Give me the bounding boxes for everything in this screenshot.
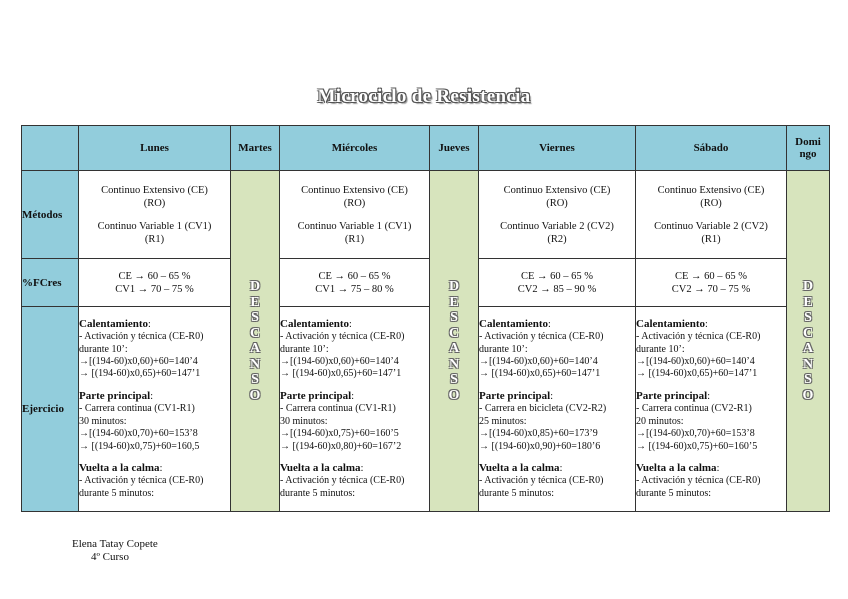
method-line: Continuo Variable 1 (CV1)	[97, 220, 212, 232]
spacer	[79, 381, 230, 390]
warmup-line: →[(194-60)x0,60)+60=140’4	[79, 356, 198, 368]
rest-letter: E	[250, 294, 260, 310]
rest-letter: S	[251, 372, 259, 387]
method-line: (RO)	[143, 197, 166, 209]
fcres-line: CV1 → 75 – 80 %	[315, 283, 394, 295]
spacer	[280, 453, 429, 462]
method-line: Continuo Variable 2 (CV2)	[654, 220, 768, 232]
colon: :	[349, 318, 352, 330]
cooldown-heading	[79, 462, 230, 475]
warmup-line: →[(194-60)x0,60)+60=140’4	[636, 356, 755, 368]
spacer	[636, 210, 786, 220]
fcres-sabado	[636, 259, 787, 307]
metodos-sabado	[636, 171, 787, 259]
ejercicio-sabado	[636, 307, 787, 512]
method-line: (RO)	[343, 197, 366, 209]
cooldown-title: Vuelta a la calma	[479, 461, 560, 474]
header-corner	[22, 126, 79, 171]
rest-letter: A	[448, 341, 460, 356]
cooldown-line: durante 5 minutos:	[280, 487, 355, 499]
rest-letter: S	[804, 310, 812, 325]
fcres-line: CV2 → 70 – 75 %	[671, 283, 751, 295]
main-part-title: Parte principal	[280, 389, 352, 402]
main-part-line: →[(194-60)x0,85)+60=173’9	[479, 428, 598, 440]
warmup-line: - Activación y técnica (CE-R0)	[280, 331, 405, 343]
metodos-lunes	[79, 171, 231, 259]
method-line: (R1)	[701, 233, 721, 245]
ejercicio-lunes	[79, 307, 231, 512]
fcres-row	[22, 259, 830, 307]
colon: :	[351, 390, 354, 402]
spacer	[479, 453, 635, 462]
main-part-line: - Carrera continua (CV2-R1)	[636, 403, 752, 415]
cooldown-line: - Activación y técnica (CE-R0)	[636, 475, 761, 487]
main-part-line: → [(194-60)x0,75)+60=160’5	[636, 440, 758, 452]
method-line: (R1)	[344, 233, 365, 245]
warmup-line: - Activación y técnica (CE-R0)	[479, 331, 604, 343]
fcres-lunes	[79, 259, 231, 307]
colon: :	[159, 462, 163, 474]
metodos-miercoles	[280, 171, 430, 259]
rest-letter: S	[450, 310, 458, 325]
main-part-heading	[636, 390, 786, 403]
warmup-title: Calentamiento	[636, 317, 706, 330]
cooldown-line: durante 5 minutos:	[79, 487, 154, 499]
warmup-line: →[(194-60)x0,60)+60=140’4	[479, 356, 598, 368]
colon: :	[150, 390, 153, 402]
rest-letter: N	[448, 356, 460, 372]
main-part-line: →[(194-60)x0,70)+60=153’8	[79, 428, 198, 440]
row-label-ejercicio: Ejercicio	[22, 307, 79, 512]
method-line: Continuo Extensivo (CE)	[657, 184, 765, 196]
warmup-line: → [(194-60)x0,65)+60=147’1	[79, 368, 201, 380]
rest-letter: O	[448, 387, 460, 403]
cooldown-heading	[479, 462, 635, 475]
spacer	[280, 381, 429, 390]
rest-letter: C	[802, 325, 814, 341]
colon: :	[705, 318, 708, 330]
cooldown-heading	[636, 462, 786, 475]
colon: :	[559, 462, 563, 474]
ejercicio-miercoles	[280, 307, 430, 512]
warmup-title: Calentamiento	[479, 317, 549, 330]
warmup-heading	[280, 318, 429, 331]
header-row	[22, 126, 830, 171]
method-line: (RO)	[700, 197, 722, 209]
warmup-line: durante 10’:	[479, 343, 528, 355]
method-line: Continuo Variable 2 (CV2)	[500, 220, 614, 232]
rest-letter: S	[804, 372, 812, 387]
author-block	[72, 538, 158, 564]
method-line: Continuo Extensivo (CE)	[503, 184, 611, 196]
cooldown-heading	[280, 462, 429, 475]
rest-letter: S	[450, 372, 458, 387]
warmup-title: Calentamiento	[79, 317, 149, 330]
header-sabado: Sábado	[636, 126, 787, 171]
main-part-heading	[280, 390, 429, 403]
main-part-heading	[79, 390, 230, 403]
colon: :	[548, 318, 551, 330]
header-lunes: Lunes	[79, 126, 231, 171]
warmup-heading	[479, 318, 635, 331]
main-part-line: - Carrera continua (CV1-R1)	[280, 403, 396, 415]
rest-letter: N	[249, 356, 261, 372]
document-title: Microciclo de Resistencia	[317, 86, 531, 107]
fcres-viernes	[479, 259, 636, 307]
rest-letter: E	[449, 294, 459, 310]
fcres-miercoles	[280, 259, 430, 307]
method-line: Continuo Variable 1 (CV1)	[297, 220, 412, 232]
colon: :	[716, 462, 720, 474]
cooldown-title: Vuelta a la calma	[280, 461, 361, 474]
warmup-line: - Activación y técnica (CE-R0)	[636, 331, 761, 343]
colon: :	[550, 390, 553, 402]
rest-letter: O	[249, 387, 261, 403]
spacer	[79, 210, 230, 220]
warmup-line: durante 10’:	[636, 343, 685, 355]
warmup-line: →[(194-60)x0,60)+60=140’4	[280, 356, 399, 368]
spacer	[79, 453, 230, 462]
header-domingo: Domi ngo	[787, 126, 830, 171]
header-martes: Martes	[231, 126, 280, 171]
fcres-line: CE → 60 – 65 %	[118, 270, 191, 282]
metodos-viernes	[479, 171, 636, 259]
rest-letter: S	[251, 310, 259, 325]
fcres-line: CE → 60 – 65 %	[674, 270, 748, 282]
header-miercoles: Miércoles	[280, 126, 430, 171]
main-part-line: - Carrera continua (CV1-R1)	[79, 403, 195, 415]
rest-letter: O	[802, 387, 814, 403]
main-part-title: Parte principal	[79, 389, 151, 402]
colon: :	[148, 318, 151, 330]
colon: :	[707, 390, 710, 402]
training-table	[21, 125, 830, 512]
main-part-line: 30 minutos:	[280, 415, 328, 427]
main-part-title: Parte principal	[479, 389, 551, 402]
main-part-line: →[(194-60)x0,70)+60=153’8	[636, 428, 755, 440]
spacer	[636, 453, 786, 462]
rest-letter: E	[803, 294, 813, 310]
fcres-line: CV1 → 70 – 75 %	[115, 283, 194, 295]
cooldown-title: Vuelta a la calma	[79, 461, 160, 474]
spacer	[479, 381, 635, 390]
rest-letter: A	[802, 341, 814, 356]
main-part-line: 30 minutos:	[79, 415, 127, 427]
main-part-line: 20 minutos:	[636, 415, 684, 427]
warmup-heading	[636, 318, 786, 331]
rest-letter: C	[448, 325, 460, 341]
method-line: (R2)	[547, 233, 567, 245]
header-viernes: Viernes	[479, 126, 636, 171]
row-label-metodos: Métodos	[22, 171, 79, 259]
main-part-line: →[(194-60)x0,75)+60=160’5	[280, 428, 399, 440]
main-part-title: Parte principal	[636, 389, 708, 402]
rest-letter: D	[448, 279, 460, 294]
main-part-heading	[479, 390, 635, 403]
warmup-line: → [(194-60)x0,65)+60=147’1	[280, 368, 402, 380]
warmup-line: → [(194-60)x0,65)+60=147’1	[636, 368, 758, 380]
header-jueves: Jueves	[430, 126, 479, 171]
ejercicio-viernes	[479, 307, 636, 512]
cooldown-line: durante 5 minutos:	[636, 487, 711, 499]
method-line: Continuo Extensivo (CE)	[101, 184, 208, 196]
cooldown-line: - Activación y técnica (CE-R0)	[79, 475, 204, 487]
cooldown-line: - Activación y técnica (CE-R0)	[280, 475, 405, 487]
colon: :	[360, 462, 364, 474]
row-label-fcres: %FCres	[22, 259, 79, 307]
author-name: Elena Tatay Copete	[72, 538, 158, 550]
cooldown-title: Vuelta a la calma	[636, 461, 717, 474]
rest-martes	[231, 171, 280, 512]
rest-letter: N	[802, 356, 814, 372]
rest-letter: C	[249, 325, 261, 341]
method-line: (R1)	[144, 233, 165, 245]
main-part-line: → [(194-60)x0,90)+60=180’6	[479, 440, 601, 452]
method-line: Continuo Extensivo (CE)	[301, 184, 408, 196]
warmup-line: durante 10’:	[280, 343, 329, 355]
warmup-line: → [(194-60)x0,65)+60=147’1	[479, 368, 601, 380]
fcres-line: CE → 60 – 65 %	[318, 270, 391, 282]
main-part-line: → [(194-60)x0,80)+60=167’2	[280, 440, 402, 452]
fcres-line: CV2 → 85 – 90 %	[517, 283, 597, 295]
spacer	[636, 381, 786, 390]
spacer	[479, 210, 635, 220]
rest-domingo	[787, 171, 830, 512]
ejercicio-row	[22, 307, 830, 512]
warmup-heading	[79, 318, 230, 331]
main-part-line: - Carrera en bicicleta (CV2-R2)	[479, 403, 607, 415]
cooldown-line: - Activación y técnica (CE-R0)	[479, 475, 604, 487]
main-part-line: 25 minutos:	[479, 415, 527, 427]
main-part-line: → [(194-60)x0,75)+60=160,5	[79, 440, 200, 452]
rest-letter: D	[249, 279, 261, 294]
warmup-line: durante 10’:	[79, 343, 128, 355]
warmup-title: Calentamiento	[280, 317, 350, 330]
warmup-line: - Activación y técnica (CE-R0)	[79, 331, 204, 343]
spacer	[280, 210, 429, 220]
rest-letter: A	[249, 341, 261, 356]
metodos-row	[22, 171, 830, 259]
method-line: (RO)	[546, 197, 568, 209]
cooldown-line: durante 5 minutos:	[479, 487, 554, 499]
rest-letter: D	[802, 279, 814, 294]
fcres-line: CE → 60 – 65 %	[520, 270, 594, 282]
rest-jueves	[430, 171, 479, 512]
author-course: 4º Curso	[91, 551, 129, 563]
